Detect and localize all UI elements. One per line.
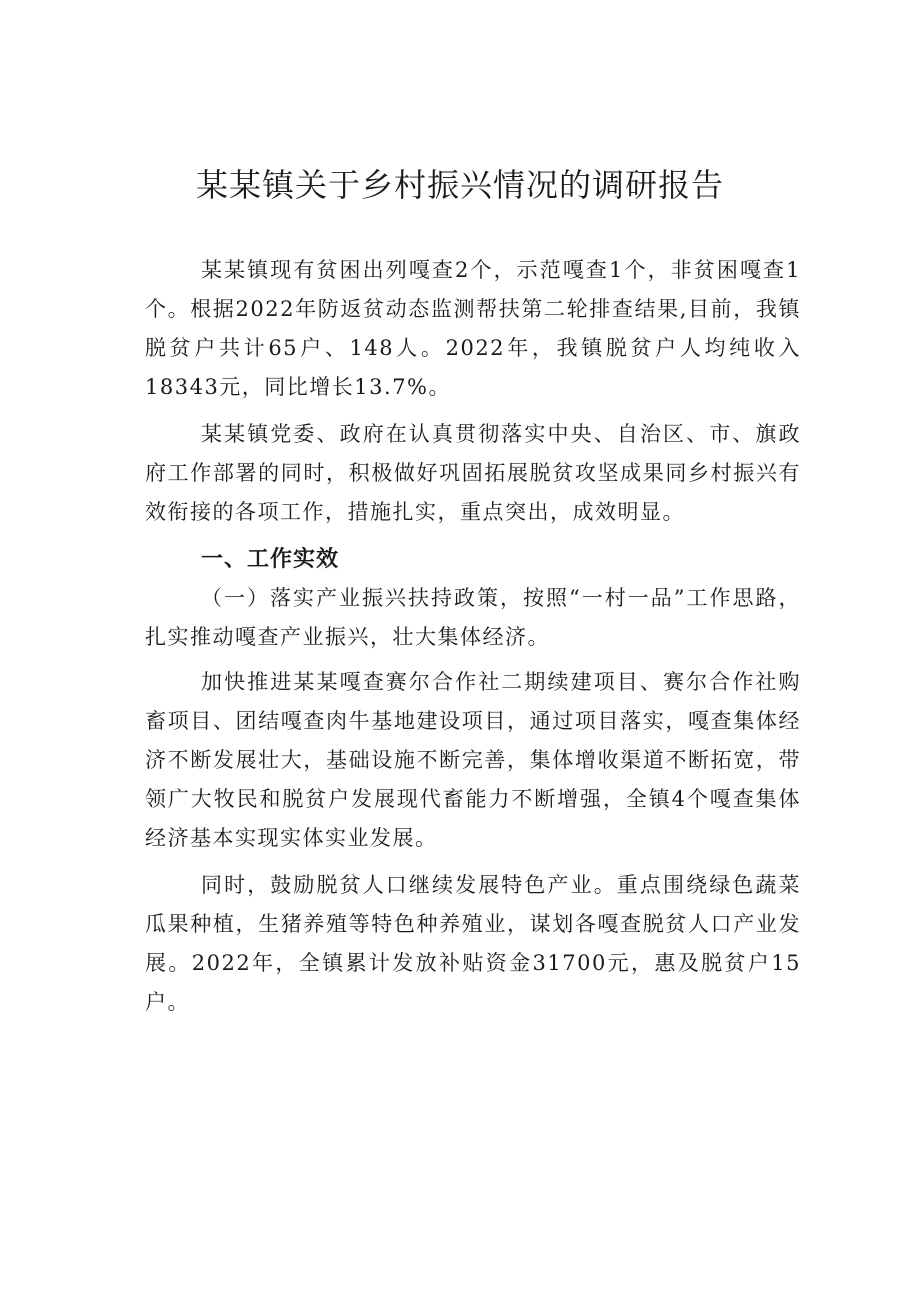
document-title: 某某镇关于乡村振兴情况的调研报告 bbox=[195, 166, 724, 204]
section-heading: 一、工作实效 bbox=[201, 547, 340, 572]
paragraph-projects: 加快推进某某嘎查赛尔合作社二期续建项目、赛尔合作社购畜项目、团结嘎查肉牛基地建设项目，通过项目落实，嘎查集体经济不断发展壮大，基础设施不断完善，集体增收渠道不断拓宽，带领广大牧民和脱贫户发展现代畜能力不断增强，全镇4个嘎查集体经济基本实现实体实业发展。 bbox=[145, 670, 801, 850]
subsection-heading: （一）落实产业振兴扶持政策，按照“一村一品”工作思路，扎实推动嘎查产业振兴，壮大集体经济。 bbox=[145, 586, 801, 649]
document-body bbox=[145, 251, 801, 1030]
paragraph-overview: 某某镇现有贫困出列嘎查2个，示范嘎查1个，非贫困嘎查1个。根据2022年防返贫动态监测帮扶第二轮排查结果,目前，我镇脱贫户共计65户、148人。2022年，我镇脱贫户人均纯收入18343元，同比增长13.7%。 bbox=[145, 258, 801, 399]
paragraph-party-work: 某某镇党委、政府在认真贯彻落实中央、自治区、市、旗政府工作部署的同时，积极做好巩固拓展脱贫攻坚成果同乡村振兴有效衔接的各项工作，措施扎实，重点突出，成效明显。 bbox=[145, 422, 801, 524]
paragraph-industries: 同时，鼓励脱贫人口继续发展特色产业。重点围绕绿色蔬菜瓜果种植，生猪养殖等特色种养殖业，谋划各嘎查脱贫人口产业发展。2022年，全镇累计发放补贴资金31700元，惠及脱贫户15户。 bbox=[145, 873, 801, 1014]
